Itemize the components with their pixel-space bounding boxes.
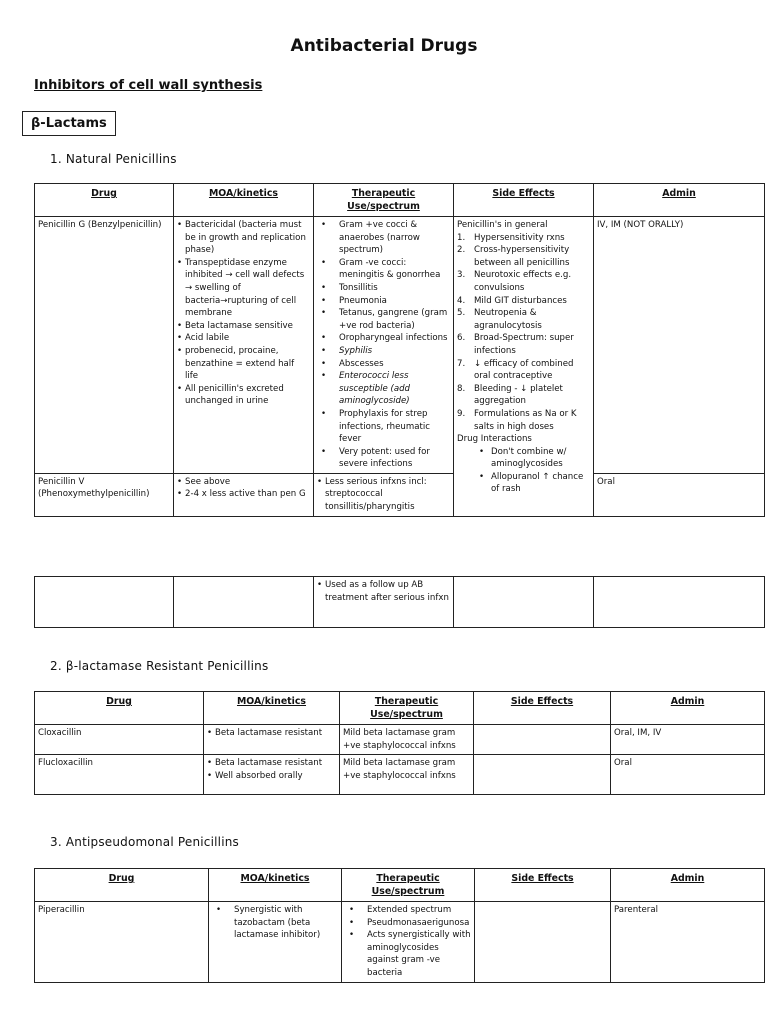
use-cell: [314, 473, 454, 516]
table-row: [35, 577, 765, 628]
list-item: Neutropenia & agranulocytosis: [474, 308, 542, 331]
table-header-row: [35, 869, 765, 902]
table-row: [35, 725, 765, 755]
moa-cell: [204, 725, 340, 755]
list-item: • Extended spectrum: [345, 904, 471, 917]
header-moa: MOA/kinetics: [204, 692, 340, 725]
header-side-effects: Side Effects: [474, 692, 611, 725]
list-item: • Don't combine w/ aminoglycosides: [477, 446, 590, 471]
list-item: • 2-4 x less active than pen G: [177, 488, 310, 501]
list-item: Bleeding - ↓ platelet aggregation: [474, 383, 563, 407]
table-row: [35, 902, 765, 983]
list-item: • See above: [177, 476, 310, 489]
list-item: • All penicillin's excreted unchanged in urine: [177, 383, 310, 408]
antipseudomonal-penicillins-heading: 3. Antipseudomonal Penicillins: [50, 835, 239, 849]
list-item: • Syphilis: [317, 345, 450, 358]
table-header-row: [35, 184, 765, 217]
moa-cell: [209, 902, 342, 983]
header-use: Therapeutic Use/spectrum: [342, 869, 475, 902]
list-item: Mild GIT disturbances: [474, 295, 567, 306]
moa-cell: [174, 217, 314, 474]
header-drug: Drug: [35, 692, 204, 725]
drug-cell: Flucloxacillin: [35, 755, 204, 795]
list-item: Hypersensitivity rxns: [474, 232, 565, 243]
list-item: • Synergistic with tazobactam (beta lactamase inhibitor): [212, 904, 338, 942]
list-item: • Gram +ve cocci & anaerobes (narrow spectrum): [317, 219, 450, 257]
table-row: [35, 755, 765, 795]
natural-penicillins-heading: 1. Natural Penicillins: [50, 152, 177, 166]
admin-cell: Oral: [594, 473, 765, 516]
list-item: • Beta lactamase sensitive: [177, 320, 310, 333]
list-item: • Pneumonia: [317, 295, 450, 308]
list-item: Neurotoxic effects e.g. convulsions: [474, 270, 572, 293]
header-side-effects: Side Effects: [454, 184, 594, 217]
list-item: • Abscesses: [317, 358, 450, 371]
section-title: Inhibitors of cell wall synthesis: [34, 78, 263, 93]
use-cell: [314, 577, 454, 628]
side-effects-cell: [474, 755, 611, 795]
list-item: • Used as a follow up AB treatment after serious infxn: [317, 579, 450, 604]
header-use: Therapeutic Use/spectrum: [314, 184, 454, 217]
resistant-penicillins-heading: 2. β-lactamase Resistant Penicillins: [50, 659, 269, 673]
header-use: Therapeutic Use/spectrum: [340, 692, 474, 725]
header-admin: Admin: [594, 184, 765, 217]
header-side-effects: Side Effects: [475, 869, 611, 902]
list-item: • Tetanus, gangrene (gram +ve rod bacteria): [317, 307, 450, 332]
list-item: • Allopuranol ↑ chance of rash: [477, 471, 590, 496]
list-item: • Less serious infxns incl: streptococcal tonsillitis/pharyngitis: [317, 476, 450, 514]
table-header-row: [35, 692, 765, 725]
list-item: • Bactericidal (bacteria must be in growth and replication phase): [177, 219, 310, 257]
resistant-penicillins-table: [34, 691, 765, 795]
drug-class-box: β-Lactams: [22, 111, 116, 136]
document-title: Antibacterial Drugs: [290, 36, 478, 56]
list-item: • Tonsillitis: [317, 282, 450, 295]
list-item: • Very potent: used for severe infections: [317, 446, 450, 471]
list-item: • Well absorbed orally: [207, 770, 336, 783]
header-moa: MOA/kinetics: [209, 869, 342, 902]
drug-cell: Penicillin V (Phenoxymethylpenicillin): [35, 473, 174, 516]
moa-cell: [204, 755, 340, 795]
use-cell: [342, 902, 475, 983]
list-item: Cross-hypersensitivity between all penicillins: [474, 245, 570, 268]
drug-interactions-label: Drug Interactions: [457, 434, 532, 445]
header-drug: Drug: [35, 869, 209, 902]
list-item: Formulations as Na or K salts in high doses: [474, 408, 577, 432]
natural-penicillins-table: [34, 183, 765, 517]
list-item: • Enterococci less susceptible (add aminoglycoside): [317, 370, 450, 408]
header-admin: Admin: [611, 692, 765, 725]
moa-cell: [174, 473, 314, 516]
list-item: • Beta lactamase resistant: [207, 757, 336, 770]
side-effects-cell: [475, 902, 611, 983]
list-item: • Acts synergistically with aminoglycosides against gram -ve bacteria: [345, 929, 471, 979]
side-effects-cell: [454, 217, 594, 517]
moa-cell: [174, 577, 314, 628]
side-effects-intro: Penicillin's in general: [457, 220, 548, 230]
drug-cell: Piperacillin: [35, 902, 209, 983]
use-cell: [314, 217, 454, 474]
list-item: • Prophylaxis for strep infections, rheumatic fever: [317, 408, 450, 446]
natural-penicillins-continued-table: [34, 576, 765, 628]
antipseudomonal-penicillins-table: [34, 868, 765, 983]
admin-cell: Parenteral: [611, 902, 765, 983]
side-effects-cell: [454, 577, 594, 628]
drug-cell: [35, 577, 174, 628]
use-cell: Mild beta lactamase gram +ve staphylococcal infxns: [340, 725, 474, 755]
use-cell: Mild beta lactamase gram +ve staphylococcal infxns: [340, 755, 474, 795]
admin-cell: Oral: [611, 755, 765, 795]
list-item: Broad-Spectrum: super infections: [474, 333, 574, 356]
list-item: • Transpeptidase enzyme inhibited → cell wall defects → swelling of bacteria→rupturing of cell membrane: [177, 257, 310, 320]
admin-cell: IV, IM (NOT ORALLY): [594, 217, 765, 474]
list-item: ↓ efficacy of combined oral contraceptive: [474, 358, 574, 382]
header-moa: MOA/kinetics: [174, 184, 314, 217]
drug-cell: Penicillin G (Benzylpenicillin): [35, 217, 174, 474]
list-item: • probenecid, procaine, benzathine = extend half life: [177, 345, 310, 383]
list-item: • Oropharyngeal infections: [317, 332, 450, 345]
list-item: • Acid labile: [177, 332, 310, 345]
table-row: [35, 473, 765, 516]
drug-cell: Cloxacillin: [35, 725, 204, 755]
list-item: • Gram -ve cocci: meningitis & gonorrhea: [317, 257, 450, 282]
list-item: • Beta lactamase resistant: [207, 727, 336, 740]
admin-cell: [594, 577, 765, 628]
side-effects-cell: [474, 725, 611, 755]
list-item: • Pseudmonasaerigunosa: [345, 917, 471, 930]
header-admin: Admin: [611, 869, 765, 902]
header-drug: Drug: [35, 184, 174, 217]
table-row: [35, 217, 765, 474]
admin-cell: Oral, IM, IV: [611, 725, 765, 755]
